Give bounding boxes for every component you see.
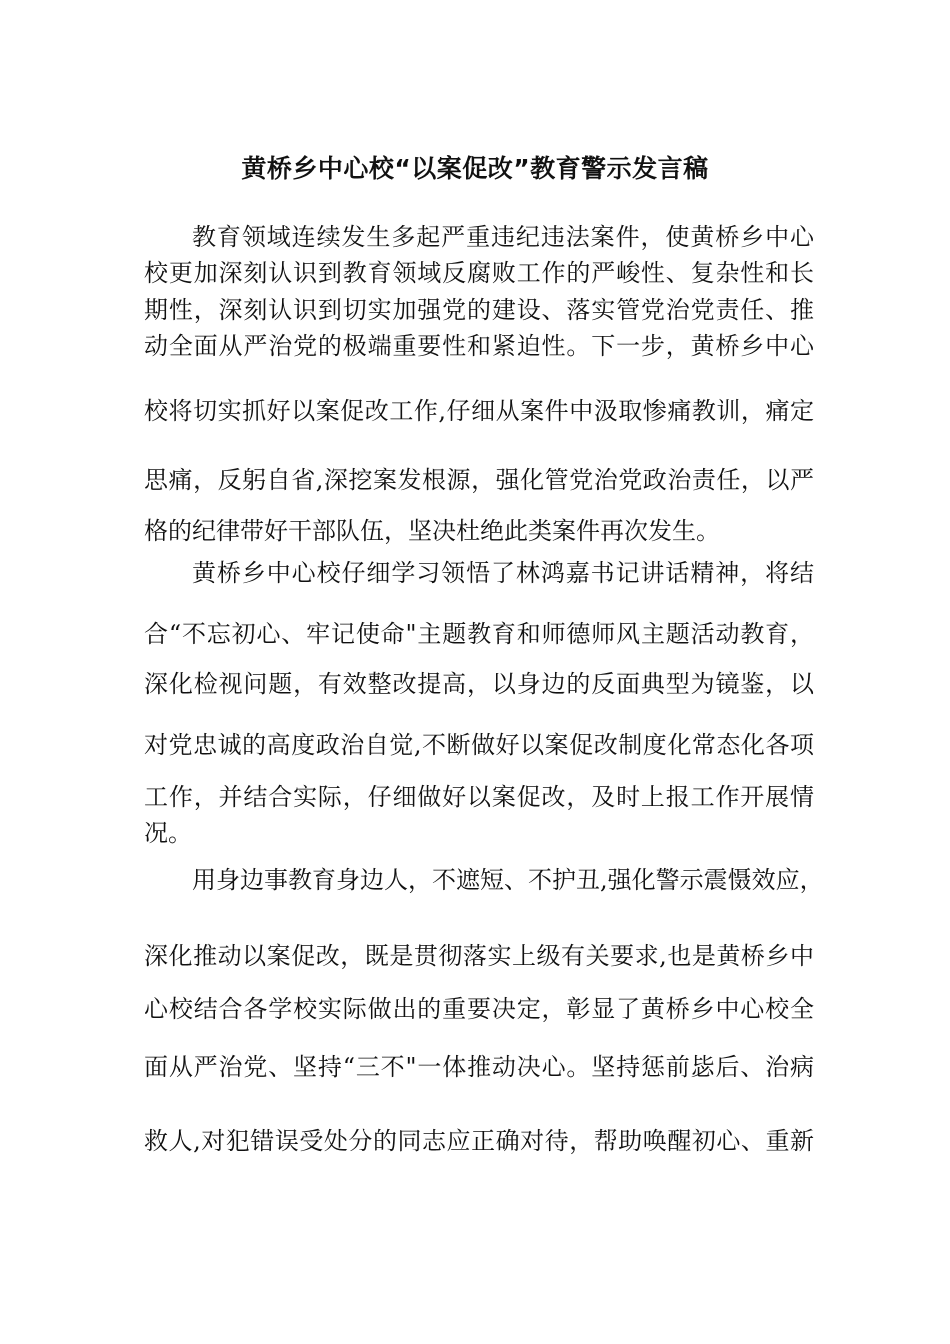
paragraph-3-line-3: 心校结合各学校实际做出的重要决定，彰显了黄桥乡中心校全	[144, 995, 814, 1023]
paragraph-3-line-5: 救人,对犯错误受处分的同志应正确对待，帮助唤醒初心、重新	[144, 1127, 814, 1155]
paragraph-2-line-2: 合“不忘初心、牢记使命"主题教育和师德师风主题活动教育，	[144, 620, 814, 648]
paragraph-1-line-1: 教育领域连续发生多起严重违纪违法案件，使黄桥乡中心	[192, 223, 814, 251]
paragraph-2-line-1: 黄桥乡中心校仔细学习领悟了林鸿嘉书记讲话精神，将结	[192, 559, 814, 587]
paragraph-2-line-3: 深化检视问题，有效整改提高，以身边的反面典型为镜鉴，以	[144, 670, 814, 698]
paragraph-1-line-6: 思痛，反躬自省,深挖案发根源，强化管党治党政治责任，以严	[144, 466, 814, 494]
paragraph-1-line-5: 校将切实抓好以案促改工作,仔细从案件中汲取惨痛教训，痛定	[144, 397, 814, 425]
paragraph-2-line-5: 工作，并结合实际，仔细做好以案促改，及时上报工作开展情	[144, 783, 814, 811]
paragraph-3-line-2: 深化推动以案促改，既是贯彻落实上级有关要求,也是黄桥乡中	[144, 942, 814, 970]
paragraph-2-line-6: 况。	[144, 819, 192, 847]
paragraph-1-line-2: 校更加深刻认识到教育领域反腐败工作的严峻性、复杂性和长	[144, 259, 814, 287]
paragraph-2-line-4: 对党忠诚的高度政治自觉,不断做好以案促改制度化常态化各项	[144, 731, 814, 759]
document-title: 黄桥乡中心校“以案促改”教育警示发言稿	[241, 154, 709, 183]
paragraph-3-line-4: 面从严治党、坚持“三不"一体推动决心。坚持惩前毖后、治病	[144, 1053, 814, 1081]
paragraph-1-line-4: 动全面从严治党的极端重要性和紧迫性。下一步，黄桥乡中心	[144, 332, 814, 360]
paragraph-1-line-3: 期性，深刻认识到切实加强党的建设、落实管党治党责任、推	[144, 296, 814, 324]
paragraph-3-line-1: 用身边事教育身边人，不遮短、不护丑,强化警示震慑效应，	[192, 866, 824, 894]
paragraph-1-line-7: 格的纪律带好干部队伍，坚决杜绝此类案件再次发生。	[144, 517, 720, 545]
